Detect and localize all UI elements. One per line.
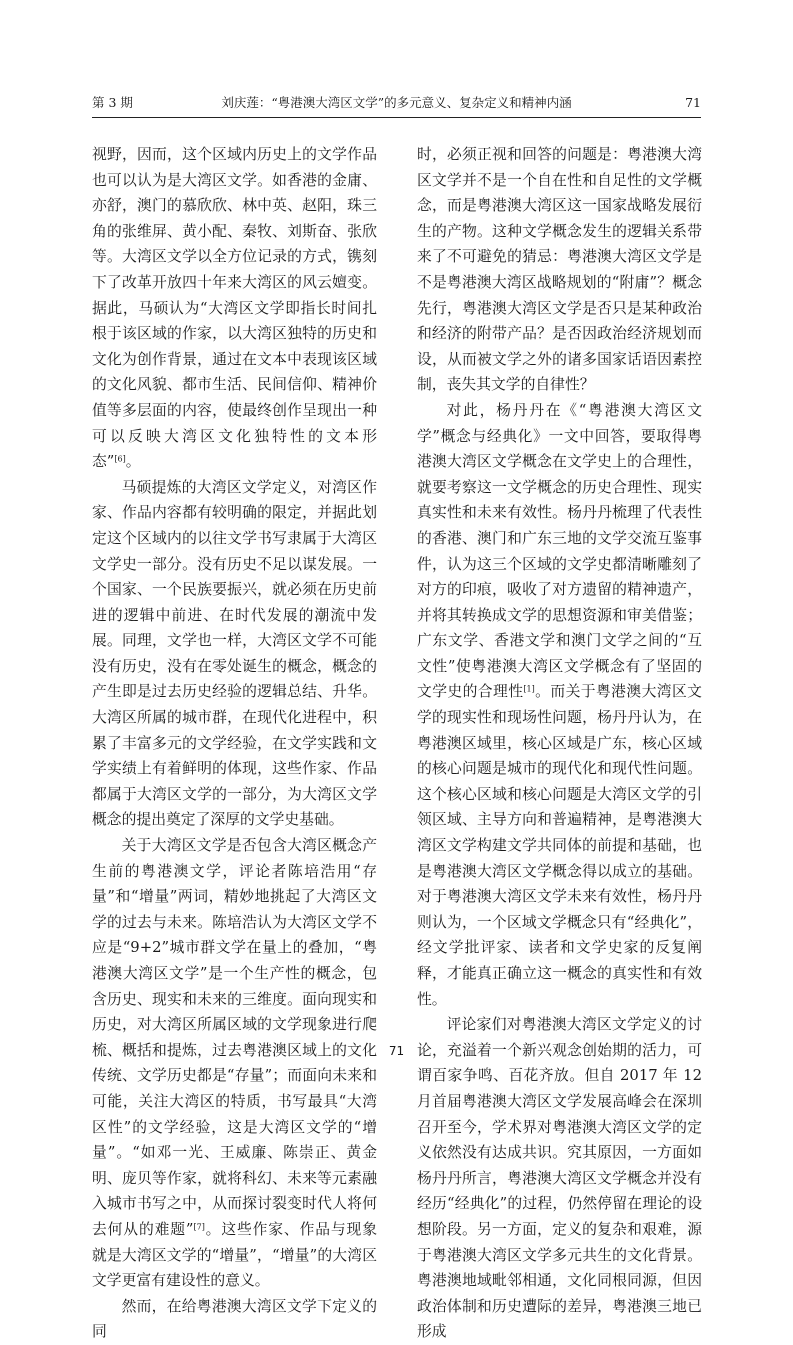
paragraph: 评论家们对粤港澳大湾区文学定义的讨论，充溢着一个新兴观念创始期的活力，可谓百家争鸣、百花齐放。但自 2017 年 12 月首届粤港澳大湾区文学发展高峰会在深圳召开至今，学术界对粤港澳大湾区文学的定义依然没有达成共识。究其原因，一方面如杨丹丹所言，粤港澳大湾区文学概念并没有经历“经典化”的过程，仍然停留在理论的设想阶段。另一方面，定义的复杂和艰难，源于粤港澳大湾区文学多元共生的文化背景。粤港澳地域毗邻相通，文化同根同源，但因政治体制和历史遭际的差异，粤港澳三地已形成 [417, 1016, 702, 1341]
paragraph: 然而，在给粤港澳大湾区文学下定义的同 [92, 1297, 377, 1341]
paragraph: 对此，杨丹丹在《“粤港澳大湾区文学”概念与经典化》一文中回答，要取得粤港澳大湾区文学概念在文学史上的合理性，就要考察这一文学概念的历史合理性、现实真实性和未来有效性。杨丹丹梳理了代表性的香港、澳门和广东三地的文学交流互鉴事件，认为这三个区域的文学史都清晰雕刻了对方的印痕，吸收了对方遗留的精神遗产，并将其转换成文学的思想资源和审美借鉴；广东文学、香港文学和澳门文学之间的“互文性”使粤港澳大湾区文学概念有了坚固的文学史的合理性[1]。而关于粤港澳大湾区文学的现实性和现场性问题，杨丹丹认为，在粤港澳区域里，核心区域是广东，核心区域的核心问题是城市的现代化和现代性问题。这个核心区域和核心问题是大湾区文学的引领区域、主导方向和普遍精神，是粤港澳大湾区文学构建文学共同体的前提和基础，也是粤港澳大湾区文学概念得以成立的基础。对于粤港澳大湾区文学未来有效性，杨丹丹则认为，一个区域文学概念只有“经典化”，经文学批评家、读者和文学史家的反复阐释，才能真正确立这一概念的真实性和有效性。 [417, 401, 702, 1008]
paragraph: 时，必须正视和回答的问题是：粤港澳大湾区文学并不是一个自在性和自足性的文学概念，而是粤港澳大湾区这一国家战略发展衍生的产物。这种文学概念发生的逻辑关系带来了不可避免的猜忌：粤港澳大湾区文学是不是粤港澳大湾区战略规划的“附庸”？概念先行，粤港澳大湾区文学是否只是某种政治和经济的附带产品？是否因政治经济规划而设，从而被文学之外的诸多国家话语因素控制，丧失其文学的自律性？ [417, 146, 702, 394]
citation-ref[interactable]: [6] [114, 454, 126, 464]
paragraph: 视野，因而，这个区域内历史上的文学作品也可以认为是大湾区文学。如香港的金庸、亦舒，澳门的慕欣欣、林中英、赵阳，珠三角的张维屏、黄小配、秦牧、刘斯奋、张欣等。大湾区文学以全方位记录的方式，镌刻下了改革开放四十年来大湾区的风云嬗变。据此，马硕认为“大湾区文学即指长时间扎根于该区域的作家，以大湾区独特的历史和文化为创作背景，通过在文本中表现该区域的文化风貌、都市生活、民间信仰、精神价值等多层面的内容，使最终创作呈现出一种可以反映大湾区文化独特性的文本形态”[6]。 [92, 146, 377, 471]
left-column [92, 142, 377, 1341]
running-title: 刘庆莲：“粤港澳大湾区文学”的多元意义、复杂定义和精神内涵 [221, 95, 572, 110]
running-header [92, 93, 701, 113]
footer-page-number: 71 [388, 1044, 405, 1058]
paragraph: 马硕提炼的大湾区文学定义，对湾区作家、作品内容都有较明确的限定，并据此划定这个区域内的以往文学书写隶属于大湾区文学史一部分。没有历史不足以谋发展。一个国家、一个民族要振兴，就必须在历史前进的逻辑中前进、在时代发展的潮流中发展。同理，文学也一样，大湾区文学不可能没有历史，没有在零处诞生的概念，概念的产生即是过去历史经验的逻辑总结、升华。大湾区所属的城市群，在现代化进程中，积累了丰富多元的文学经验，在文学实践和文学实绩上有着鲜明的体现，这些作家、作品都属于大湾区文学的一部分，为大湾区文学概念的提出奠定了深厚的文学史基础。 [92, 478, 377, 829]
right-column [417, 142, 702, 1341]
paragraph: 关于大湾区文学是否包含大湾区概念产生前的粤港澳文学，评论者陈培浩用“存量”和“增量”两词，精妙地挑起了大湾区文学的过去与未来。陈培浩认为大湾区文学不应是“9+2”城市群文学在量上的叠加，“粤港澳大湾区文学”是一个生产性的概念，包含历史、现实和未来的三维度。面向现实和历史，对大湾区所属区域的文学现象进行爬梳、概括和提炼，过去粤港澳区域上的文化传统、文学历史都是“存量”；而面向未来和可能，关注大湾区的特质，书写最具“大湾区性”的文学经验，这是大湾区文学的“增量”。“如邓一光、王威廉、陈崇正、黄金明、庞贝等作家，就将科幻、未来等元素融入城市书写之中，从而探讨裂变时代人将何去何从的难题”[7]。这些作家、作品与现象就是大湾区文学的“增量”，“增量”的大湾区文学更富有建设性的意义。 [92, 837, 377, 1290]
header-page-number: 71 [685, 95, 701, 110]
header-rule [92, 117, 701, 118]
citation-ref[interactable]: [7] [193, 1222, 205, 1232]
citation-ref[interactable]: [1] [523, 685, 535, 695]
issue-number: 第 3 期 [92, 95, 133, 110]
